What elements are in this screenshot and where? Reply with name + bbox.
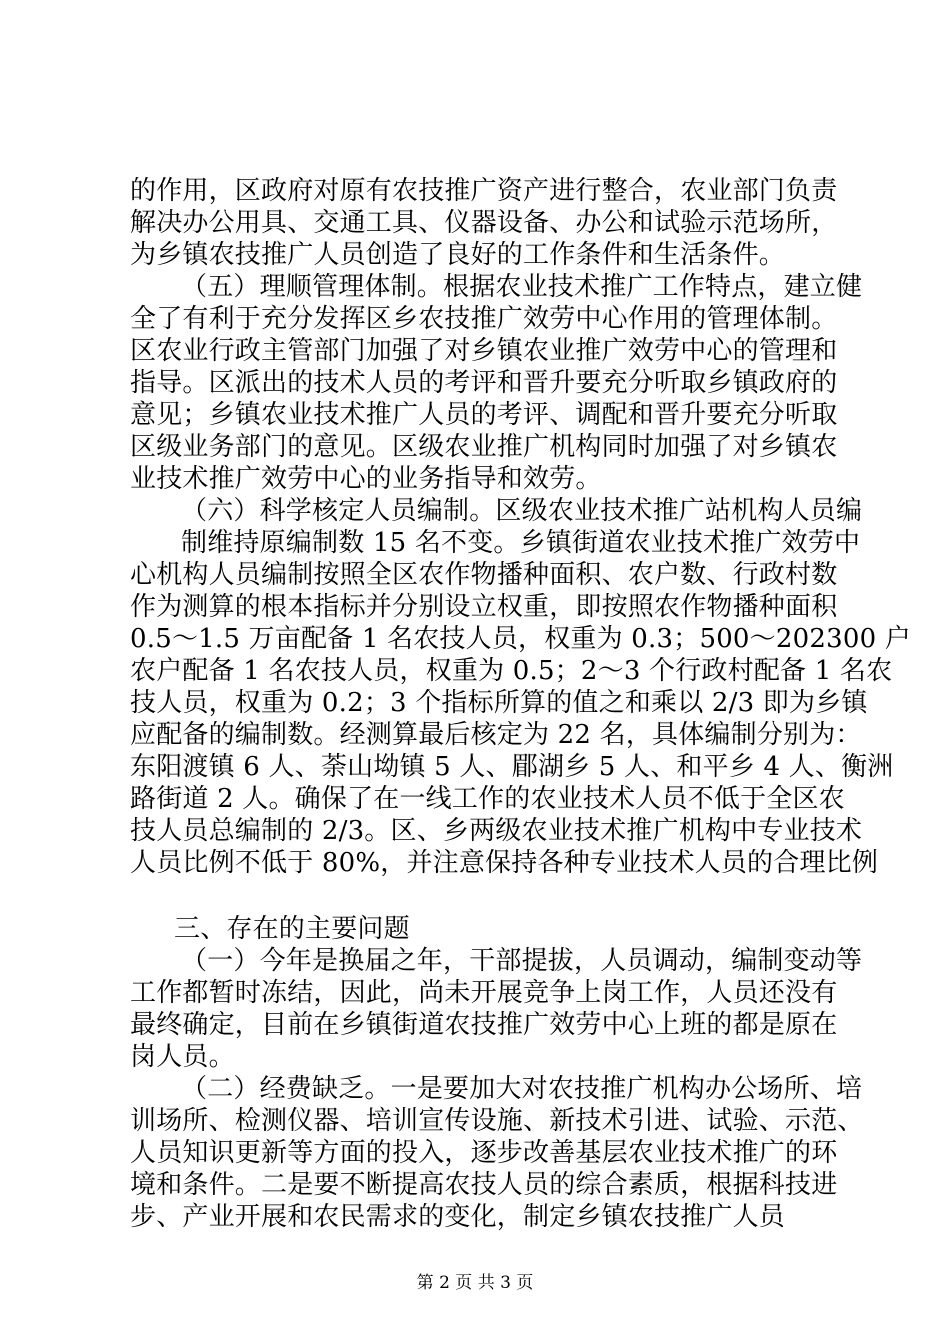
body-text-line: 最终确定，目前在乡镇街道农技推广效劳中心上班的都是原在	[130, 1010, 838, 1040]
body-text-line: 路街道 2 人。确保了在一线工作的农业技术人员不低于全区农	[130, 784, 845, 814]
body-text-line: 人员比例不低于 80%，并注意保持各种专业技术人员的合理比例	[130, 848, 879, 878]
page-number-footer: 第 2 页 共 3 页	[416, 1273, 534, 1293]
body-text-line: 人员知识更新等方面的投入，逐步改善基层农业技术推广的环	[130, 1138, 838, 1168]
body-text-line: 为乡镇农技推广人员创造了良好的工作条件和生活条件。	[130, 240, 786, 270]
body-text-line: 业技术推广效劳中心的业务指导和效劳。	[130, 464, 602, 494]
body-text-line: 农户配备 1 名农技人员，权重为 0.5；2～3 个行政村配备 1 名农	[130, 656, 893, 686]
paragraph-heading-two: （二）经费缺乏。一是要加大对农技推广机构办公场所、培	[181, 1074, 863, 1104]
paragraph-heading-one: （一）今年是换届之年，干部提拔，人员调动，编制变动等	[181, 946, 863, 976]
body-text-line: 解决办公用具、交通工具、仪器设备、办公和试验示范场所，	[130, 208, 838, 238]
body-text-line: 指导。区派出的技术人员的考评和晋升要充分听取乡镇政府的	[130, 368, 838, 398]
body-text-line: 意见；乡镇农业技术推广人员的考评、调配和晋升要充分听取	[130, 400, 838, 430]
body-text-line: 区级业务部门的意见。区级农业推广机构同时加强了对乡镇农	[130, 432, 838, 462]
body-text-line: 训场所、检测仪器、培训宣传设施、新技术引进、试验、示范、	[130, 1106, 864, 1136]
body-text-line: 心机构人员编制按照全区农作物播种面积、农户数、行政村数	[130, 560, 838, 590]
body-text-line: 全了有利于充分发挥区乡农技推广效劳中心作用的管理体制。	[130, 304, 838, 334]
paragraph-heading-six: （六）科学核定人员编制。区级农业技术推广站机构人员编	[181, 496, 863, 526]
body-text-line: 制维持原编制数 15 名不变。乡镇街道农业技术推广效劳中	[181, 528, 861, 558]
body-text-line: 作为测算的根本指标并分别设立权重，即按照农作物播种面积	[130, 592, 838, 622]
body-text-line: 境和条件。二是要不断提高农技人员的综合素质，根据科技进	[130, 1170, 838, 1200]
body-text-line: 区农业行政主管部门加强了对乡镇农业推广效劳中心的管理和	[130, 336, 838, 366]
section-heading: 三、存在的主要问题	[174, 914, 410, 944]
body-text-line: 岗人员。	[130, 1042, 235, 1072]
body-text-line: 技人员总编制的 2/3。区、乡两级农业技术推广机构中专业技术	[130, 816, 863, 846]
body-text-line: 工作都暂时冻结，因此，尚未开展竞争上岗工作，人员还没有	[130, 978, 838, 1008]
body-text-line: 技人员，权重为 0.2；3 个指标所算的值之和乘以 2/3 即为乡镇	[130, 688, 868, 718]
body-text-line: 东阳渡镇 6 人、荼山坳镇 5 人、郿湖乡 5 人、和平乡 4 人、衡洲	[130, 752, 894, 782]
body-text-line: 应配备的编制数。经测算最后核定为 22 名，具体编制分别为：	[130, 720, 862, 750]
paragraph-heading-five: （五）理顺管理体制。根据农业技术推广工作特点，建立健	[181, 272, 863, 302]
body-text-line: 的作用，区政府对原有农技推广资产进行整合，农业部门负责	[130, 176, 838, 206]
body-text-line: 0.5～1.5 万亩配备 1 名农技人员，权重为 0.3；500～202300 户	[130, 624, 911, 654]
body-text-line: 步、产业开展和农民需求的变化，制定乡镇农技推广人员	[130, 1202, 786, 1232]
